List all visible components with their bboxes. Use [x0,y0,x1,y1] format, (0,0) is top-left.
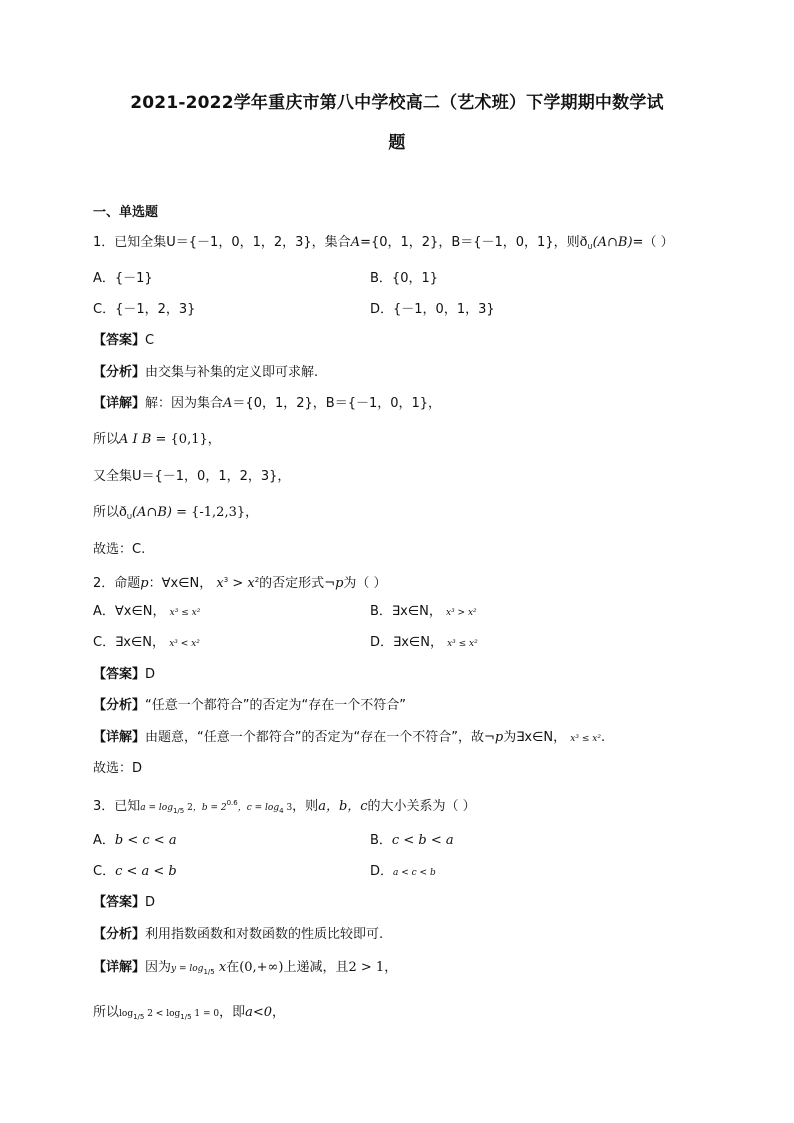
q1-answer-value: C [145,333,155,348]
q1-detail-1: 解：因为集合 [145,396,224,411]
q3-line2-mid: 2 < log [144,1009,181,1019]
q2-analysis-tag: 【分析】 [93,698,146,713]
q1-stem-c: =（ ） [632,235,674,250]
q3-stem-b: ，则 [292,799,319,814]
q2-answer-value: D [145,667,156,682]
q2-answer [93,666,155,684]
q1-detail-2: ＝{0，1，2}，B＝{－1，0，1}， [232,396,442,411]
q3-detail-3: 上递减，且 [283,960,349,975]
q3-analysis [93,926,383,944]
q2-detail-ineq: x³ ≤ x² [570,734,601,744]
q1-stem [93,234,674,256]
q1-line2-math: A I B [119,432,152,447]
q2-stem-d: 为（ ） [343,576,387,591]
q2-ineq-lhs: x [216,576,224,591]
q2-detail [93,729,605,748]
q2-analysis-text: “任意一个都符合”的否定为“存在一个不符合” [145,698,406,713]
q1-line4-expression: (A∩B) [131,505,172,520]
q3-c-arg: 3 [283,803,293,813]
q1-line4-result: = {-1,2,3} [176,505,246,520]
q3-answer-value: D [145,895,156,910]
q3-option-d [370,863,436,882]
q1-detail-set-a: A [223,396,233,411]
q3-line2-b: ，即 [219,1005,246,1020]
q2-option-b-ineq: x³ > x² [446,608,477,618]
q2-ineq-rhs: > x [228,576,255,591]
q2-option-c-label: C．∃x∈N， [93,635,166,650]
q1-option-d: D．{－1，0，1，3} [370,302,495,317]
q2-option-c-ineq: x³ < x² [169,639,200,649]
q2-option-a [93,603,200,622]
q2-negation: ¬p [324,576,344,591]
q1-line2-a: 所以 [93,432,120,447]
q1-analysis-text: 由交集与补集的定义即可求解. [145,365,319,380]
q3-option-c-ineq: c < a < b [115,864,177,879]
q3-option-b-ineq: c < b < a [391,833,454,848]
q3-option-c [93,863,177,881]
q3-stem [93,794,476,820]
q3-a-base: 1/5 [172,807,185,815]
q3-answer [93,894,155,912]
q1-set-a: A [350,235,361,250]
q3-analysis-tag: 【分析】 [93,927,146,942]
q3-a-def: a = log [140,803,173,813]
q1-option-a: A．{－1} [93,271,153,286]
q2-stem-c: 的否定形式 [259,576,325,591]
q1-option-b: B．{0，1} [370,271,439,286]
q3-option-c-label: C． [93,864,116,879]
q1-line4-universe-sub: U [126,513,132,521]
q3-c-def: ，c = log [237,803,280,813]
q3-line2-base1: 1/5 [133,1013,145,1021]
q1-detail [93,395,441,413]
q3-line2-d: ， [272,1005,286,1020]
q2-option-d [370,634,478,653]
q1-answer [93,332,154,350]
q1-complement-symbol: ð [579,235,588,250]
q3-b-exp: 0.6 [226,799,238,807]
q3-detail-fn: y = log [171,964,204,974]
document-title-line-2: 题 [388,133,406,153]
q3-b-def: ，b = 2 [192,803,227,813]
q1-answer-tag: 【答案】 [93,333,146,348]
q3-detail-1: 因为 [145,960,172,975]
q3-detail-ineq: 2 > 1 [348,960,385,975]
q2-analysis [93,697,406,715]
q3-detail-line-2 [93,1004,285,1026]
q1-conclusion: 故选：C. [93,542,146,557]
q2-detail-tag: 【详解】 [93,730,146,745]
q3-detail-fn-x: x [214,960,227,975]
q1-expression: (A∩B) [592,235,633,250]
q2-option-b-label: B．∃x∈N， [370,604,442,619]
q2-detail-3: . [600,730,606,745]
q3-option-d-ineq: a < c < b [393,868,436,878]
q1-analysis-tag: 【分析】 [93,365,146,380]
q1-universe-sub: U [587,243,593,251]
q3-line2-a: 所以 [93,1005,120,1020]
q3-option-b-label: B． [370,833,392,848]
q3-option-a [93,832,177,850]
q2-proposition-p: p [140,576,149,591]
q3-detail-4: ， [384,960,398,975]
q1-detail-line-2 [93,431,221,449]
q2-option-a-label: A．∀x∈N， [93,604,166,619]
q1-analysis [93,364,318,382]
q3-option-b [370,832,454,850]
q1-line4-complement: ð [119,505,127,520]
q2-option-d-ineq: x³ ≤ x² [447,639,478,649]
q1-detail-tag: 【详解】 [93,396,146,411]
q3-line2-base2: 1/5 [180,1013,192,1021]
q3-detail-2: 在 [226,960,240,975]
q2-conclusion: 故选：D [93,761,143,776]
q3-analysis-text: 利用指数函数和对数函数的性质比较即可. [145,927,384,942]
q3-stem-c: 的大小关系为（ ） [367,799,476,814]
q1-option-c: C．{－1，2，3} [93,302,196,317]
q1-stem-a: 1．已知全集U＝{－1，0，1，2，3}，集合 [93,235,351,250]
q1-detail-line-4 [93,504,258,526]
q3-detail-fn-base: 1/5 [203,968,215,976]
q3-c-base: 4 [279,807,284,815]
q1-line4-d: ， [245,505,259,520]
q3-detail-tag: 【详解】 [93,960,146,975]
document-title-line-1: 2021-2022学年重庆市第八中学校高二（艺术班）下学期期中数学试 [130,93,664,113]
q1-detail-line-3: 又全集U＝{－1，0，1，2，3}， [93,469,291,484]
q1-line4-a: 所以 [93,505,120,520]
q3-stem-a: 3．已知 [93,799,141,814]
q2-option-c [93,634,200,653]
q2-option-d-label: D．∃x∈N， [370,635,443,650]
q2-stem: 2．命题p：∀x∈N， $x^3 > x^2$的否定形式¬p为（ ） [93,576,387,591]
q3-a-arg: 2 [184,803,193,813]
q3-line2-log1: log [119,1009,134,1019]
q2-stem-b: ：∀x∈N， [148,576,213,591]
q3-vars: a，b，c [318,799,368,814]
q2-answer-tag: 【答案】 [93,667,146,682]
q2-option-a-ineq: x³ ≤ x² [169,608,201,618]
q2-stem-a: 2．命题 [93,576,141,591]
q2-detail-1: 由题意，“任意一个都符合”的否定为“存在一个不符合”，故 [145,730,484,745]
q1-line2-result: = {0,1} [155,432,208,447]
q3-line2-c: a<0 [245,1005,273,1020]
q2-option-b [370,603,477,622]
q3-option-d-label: D． [370,864,394,879]
q1-line2-c: ， [207,432,221,447]
q3-option-a-ineq: b < c < a [114,833,177,848]
q3-option-a-label: A． [93,833,115,848]
q2-detail-negation: ¬p [483,730,504,745]
q3-line2-end: 1 = 0 [191,1009,220,1019]
q2-detail-2: 为∃x∈N， [503,730,567,745]
q3-detail-interval: (0,+∞) [239,960,284,975]
q1-stem-b: ={0，1，2}，B＝{－1，0，1}，则 [360,235,580,250]
section-heading: 一、单选题 [93,205,159,220]
q3-detail [93,959,397,981]
q3-answer-tag: 【答案】 [93,895,146,910]
